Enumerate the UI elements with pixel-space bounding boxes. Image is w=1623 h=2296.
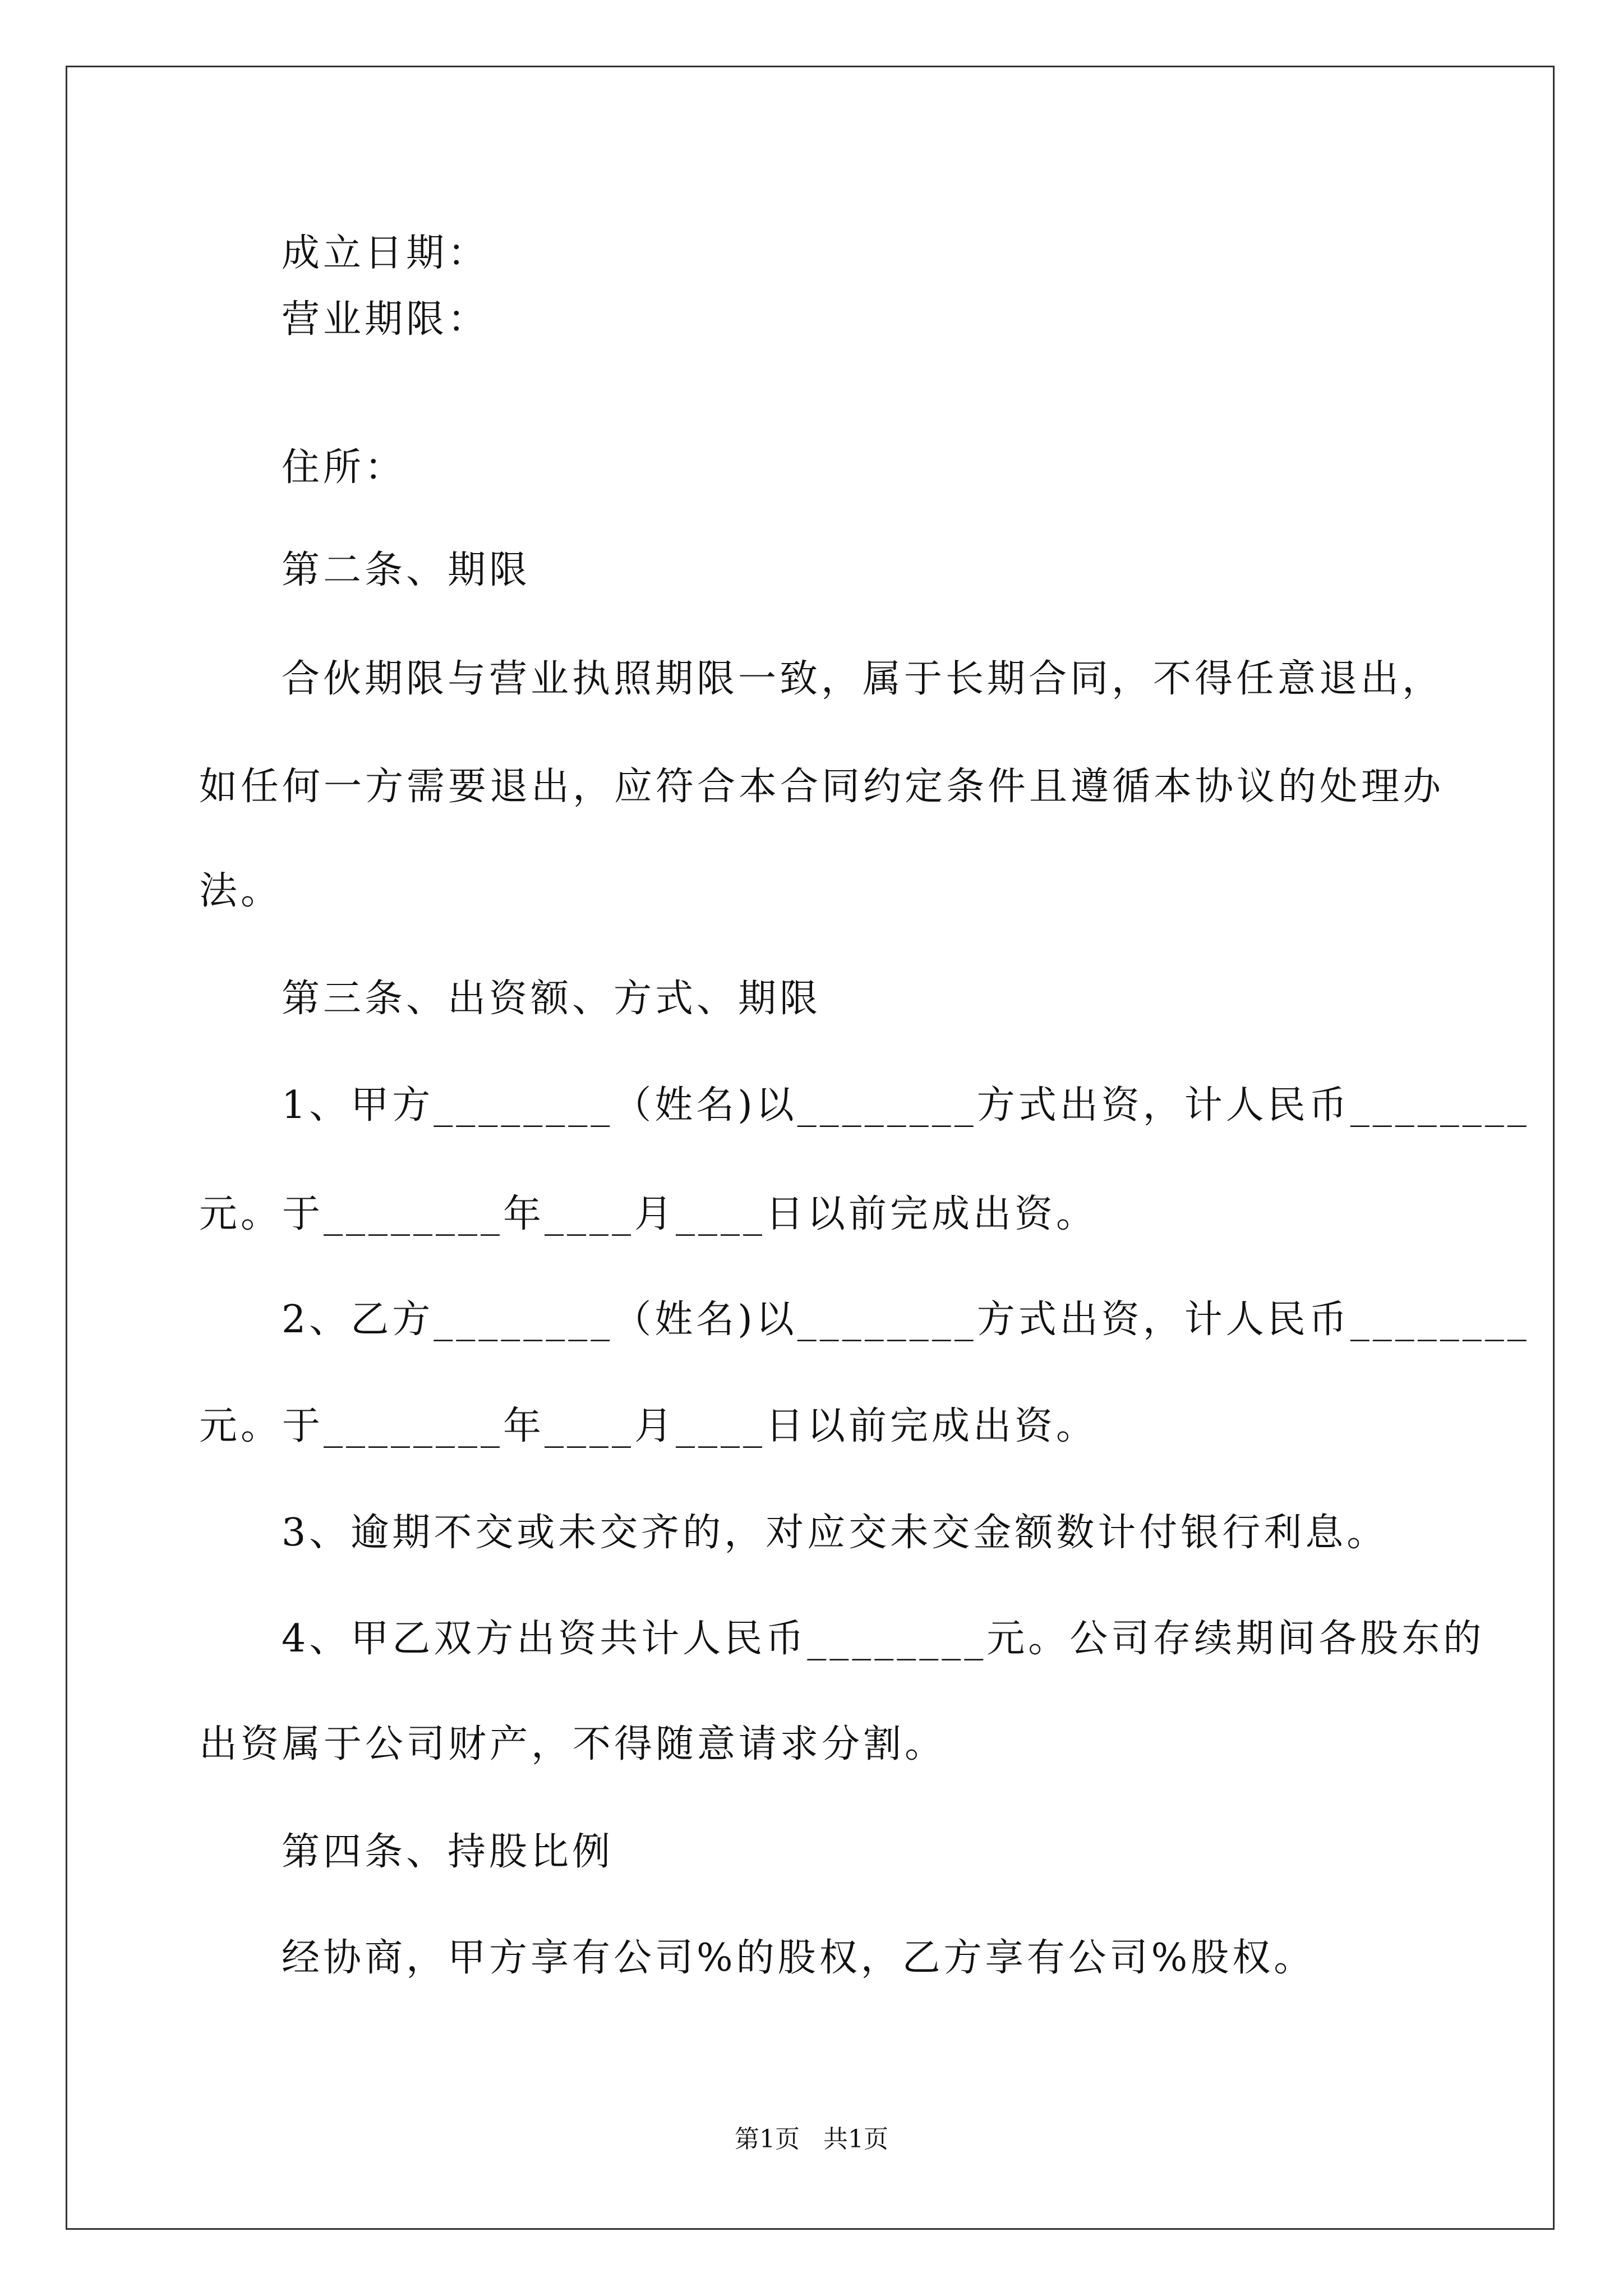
article-3-item-1-line-1: 1、甲方________（姓名)以________方式出资，计人民币________ [282,1083,1530,1128]
article-3-item-2-line-1: 2、乙方________（姓名)以________方式出资，计人民币________ [282,1297,1530,1342]
article-2-text-line-3: 法。 [199,869,283,913]
article-4-heading: 第四条、持股比例 [282,1830,614,1874]
establishment-date-line: 成立日期： [282,231,490,275]
article-2-text-line-2: 如任何一方需要退出，应符合本合同约定条件且遵循本协议的处理办 [199,765,1445,809]
article-3-item-4-line-1: 4、甲乙双方出资共计人民币________元。公司存续期间各股东的 [282,1617,1485,1661]
article-2-text-line-1: 合伙期限与营业执照期限一致，属于长期合同，不得任意退出， [282,657,1444,701]
article-3-item-1-line-2: 元。于________年____月____日以前完成出资。 [199,1192,1098,1236]
page-number-footer: 第1页 共1页 [735,2125,888,2154]
page-border [66,66,1555,2230]
article-3-item-3: 3、逾期不交或未交齐的，对应交未交金额数计付银行利息。 [282,1511,1389,1555]
article-3-heading: 第三条、出资额、方式、期限 [282,977,822,1021]
article-2-heading: 第二条、期限 [282,548,531,592]
domicile-line: 住所： [282,445,407,490]
business-term-line: 营业期限： [282,297,490,342]
article-4-text: 经协商，甲方享有公司%的股权，乙方享有公司%股权。 [282,1936,1316,1980]
article-3-item-4-line-2: 出资属于公司财产，不得随意请求分割。 [199,1722,947,1766]
article-3-item-2-line-2: 元。于________年____月____日以前完成出资。 [199,1404,1098,1448]
